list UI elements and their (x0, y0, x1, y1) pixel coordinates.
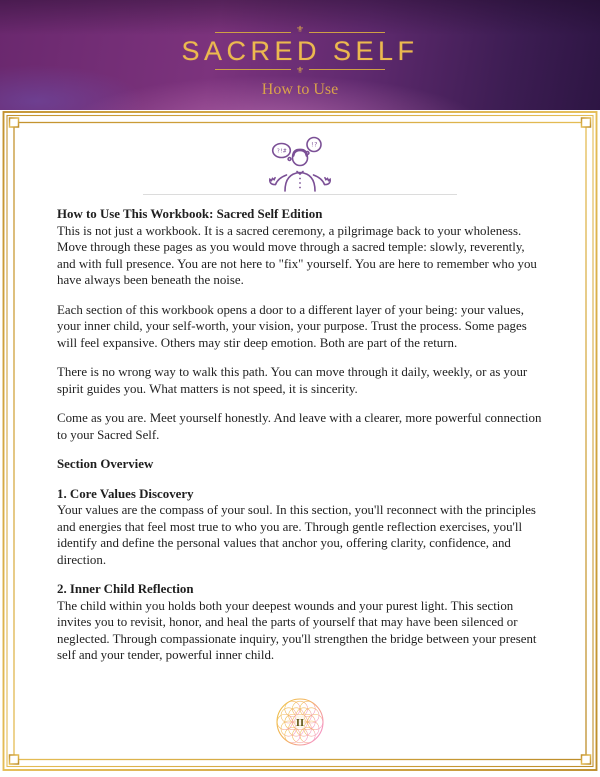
intro-paragraph: This is not just a workbook. It is a sacred ceremony, a pilgrimage back to your wholeness. Move through these pages as you would move through a sacred temple: slowly, reverently, and with full presence. You are not here to "fix" yourself. You are here to remember who you have always been beneath the noise. (57, 223, 537, 287)
core-values-paragraph: Your values are the compass of your soul. In this section, you'll reconnect with the principles and energies that feel most true to who you are. Through gentle reflection exercises, you'll identify and define the personal values that anchor you, offering clarity, confidence, and direction. (57, 503, 536, 567)
page-title: How to Use (261, 81, 339, 98)
ornament-line (309, 32, 385, 33)
section-divider (143, 194, 457, 195)
fleur-ornament-icon: ⚜ (295, 25, 305, 35)
intro-block (57, 206, 542, 289)
ornament-line (309, 69, 385, 70)
inner-child-paragraph: The child within you holds both your deepest wounds and your purest light. This section invites you to revisit, honor, and heal the parts of yourself that may have been silenced or neglected. Through compassionate inquiry, you'll strengthen the bridge between your present self and your tender, powerful inner child. (57, 598, 537, 662)
page-header (0, 0, 600, 110)
ornament-line (215, 69, 291, 70)
svg-text:!?: !? (310, 142, 318, 149)
core-values-block (57, 486, 542, 569)
inner-child-block (57, 581, 542, 664)
page-number: II (295, 718, 305, 730)
body-paragraph: Each section of this workbook opens a door to a different layer of your being: your values, your inner child, your self-worth, your vision, your purpose. Trust the process. Some pages will feel expansive. Others may stir deep emotion. Both are part of the return. (57, 302, 527, 350)
fleur-ornament-icon: ⚜ (295, 66, 305, 76)
paragraph-block (57, 364, 542, 397)
bottom-ornament (215, 65, 385, 74)
intro-heading: How to Use This Workbook: Sacred Self Edition (57, 207, 323, 221)
inner-child-heading: 2. Inner Child Reflection (57, 582, 194, 596)
brand-logo: SACRED SELF (181, 36, 419, 66)
core-values-heading: 1. Core Values Discovery (57, 486, 194, 501)
page-content (57, 206, 542, 677)
section-overview-heading: Section Overview (57, 457, 154, 471)
ornament-line (215, 32, 291, 33)
body-paragraph: Come as you are. Meet yourself honestly. And leave with a clearer, more powerful connection to your Sacred Self. (57, 411, 542, 442)
paragraph-block (57, 410, 542, 443)
confused-person-icon (267, 135, 333, 193)
paragraph-block (57, 302, 542, 352)
body-paragraph: There is no wrong way to walk this path. You can move through it daily, weekly, or as your spirit guides you. What matters is not speed, it is sincerity. (57, 365, 528, 396)
svg-text:?!#: ?!# (276, 148, 287, 155)
flower-of-life-medallion (275, 697, 325, 747)
section-overview-block (57, 456, 542, 473)
